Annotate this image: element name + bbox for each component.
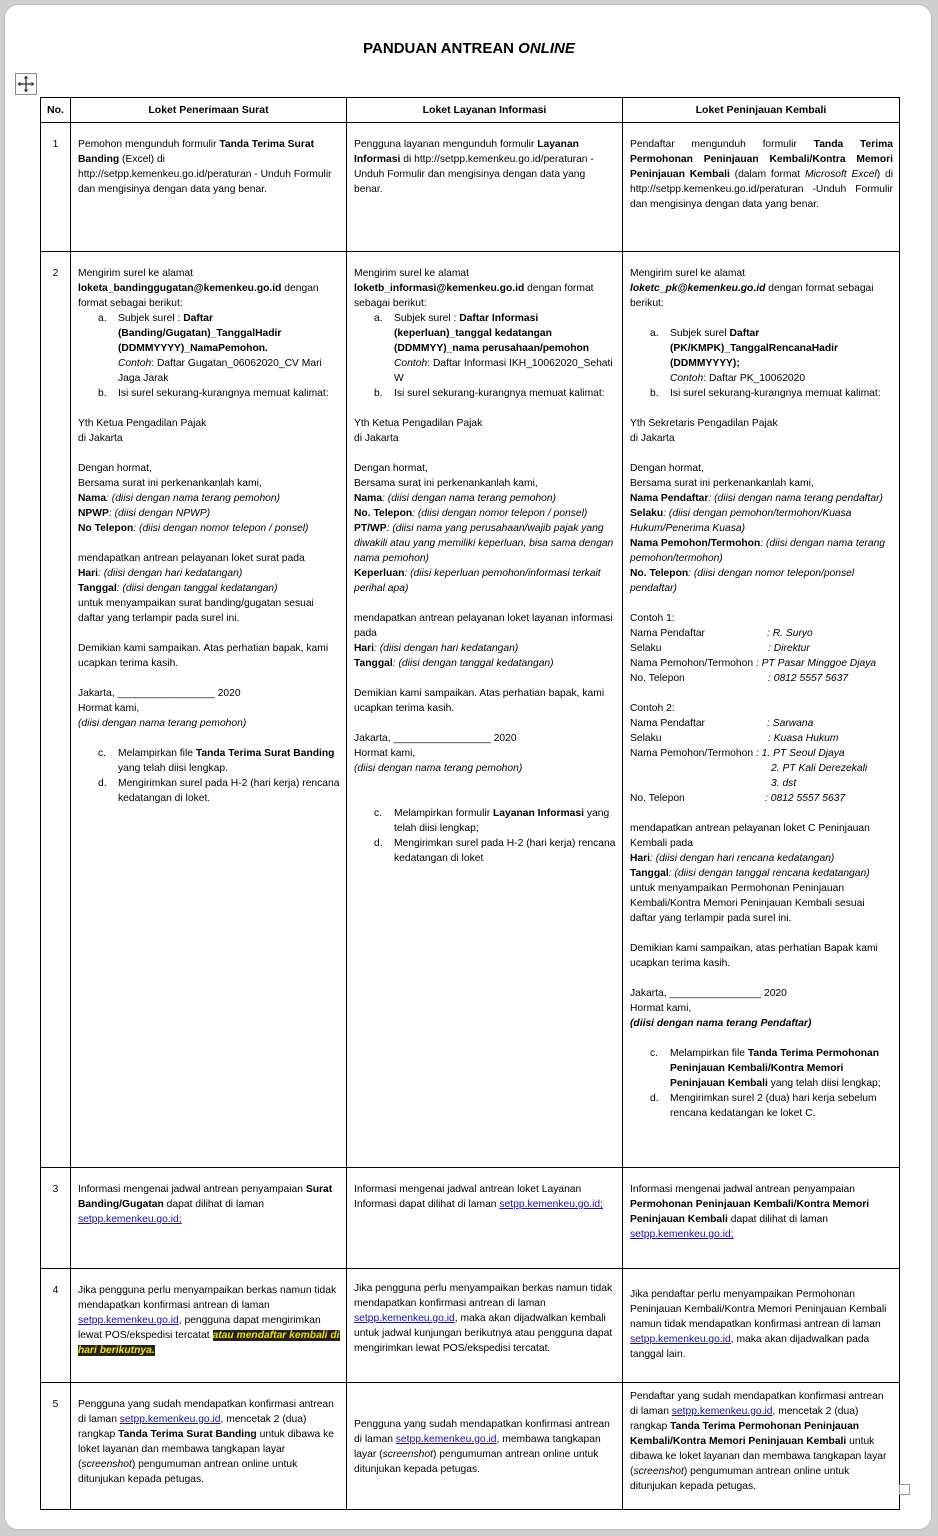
cell-peninjauan-kembali [623,1168,900,1269]
italic-text: : (diisi dengan tanggal rencana kedatangan) [668,868,870,879]
text: c. [374,808,383,819]
setpp-link[interactable]: setpp.kemenkeu.go.id; [499,1199,603,1210]
text: Pendaftar yang sudah mendapatkan konfirmasi antrean di laman [630,1391,884,1417]
list-item [78,386,340,401]
example-2 [630,701,893,806]
steps-list [78,746,340,806]
italic-text: : (diisi dengan hari kedatangan) [374,643,519,654]
italic-text: Contoh [394,358,428,369]
bold-text: Tanda Terima Permohonan Peninjauan Kembali/Kontra Memori Peninjauan Kembali [670,1048,880,1089]
email-address: loketb_informasi@kemenkeu.go.id [354,283,525,294]
text: Nama Pemohon/Termohon [630,748,754,759]
bold-text: No. Telepon [630,568,689,579]
cell-text: Pendaftar mengunduh formulir [630,139,814,150]
text: Nama Pendaftar [630,628,705,639]
header-loket-peninjauan-kembali: Loket Peninjauan Kembali [623,98,900,123]
text: untuk menyampaikan Permohonan Peninjauan Kembali/Kontra Memori Peninjauan Kembali sesuai daftar yang terlampir pada surel ini. [630,883,865,924]
text: : Daftar PK_10062020 [703,373,806,384]
italic-text: : Direktur [768,643,810,654]
bold-text: Hari [78,568,99,579]
cell-penerimaan-surat [71,1383,347,1510]
header-loket-layanan-informasi: Loket Layanan Informasi [347,98,623,123]
italic-text: : PT Pasar Minggoe Djaya [755,658,877,669]
italic-text: : (diisi dengan nama terang pemohon) [106,493,281,504]
cell-bold-text: Tanda Terima Permohonan Peninjauan Kembali/Kontra Memori Peninjauan Kembali [630,139,893,180]
letter-template [78,416,340,731]
cell-italic-text: Microsoft Excel [804,169,877,180]
text: a. [650,328,659,339]
text: a. [374,313,383,324]
italic-text: 3. dst [771,778,797,789]
italic-text: (diisi dengan nama terang pemohon) [78,718,247,729]
bold-text: No. Telepon [354,508,413,519]
text: Pengguna yang sudah mendapatkan konfirmasi antrean di laman [354,1419,610,1445]
text: ) pengumuman antrean online untuk ditunjukan kepada petugas. [630,1466,850,1492]
queue-guide-table [40,97,900,1510]
text: mendapatkan antrean pelayanan loket layanan informasi pada [354,613,613,639]
cell-bold-text: Tanda Terima Surat Banding [78,139,314,165]
text: Yth Sekretaris Pengadilan Pajak [630,418,778,429]
italic-text: screenshot [382,1449,433,1460]
text: yang telah diisi lengkap; [394,808,610,834]
bold-text: Hari [354,643,375,654]
text: Mengirimkan surel pada H-2 (hari kerja) rencana kedatangan di loket [394,838,616,864]
italic-text: Contoh [670,373,704,384]
table-row [41,123,900,252]
text: Subjek surel [670,328,730,339]
text: dengan format sebagai berikut: [78,283,319,309]
text: mendapatkan antrean pelayanan loket C Peninjauan Kembali pada [630,823,870,849]
bold-text: Tanggal [354,658,393,669]
text: No. Telepon [630,793,685,804]
text: Selaku [630,733,662,744]
italic-text: : (diisi dengan tanggal kedatangan) [392,658,554,669]
text: Dengan hormat, [78,463,152,474]
text: b. [374,388,383,399]
list-item [354,836,616,866]
steps-list [78,311,340,401]
setpp-link[interactable]: setpp.kemenkeu.go.id [671,1406,773,1417]
highlighted-text: atau mendaftar kembali di hari berikutnya. [78,1330,340,1356]
text: Jika pendaftar perlu menyampaikan Permohonan Peninjauan Kembali/Kontra Memori Peninjauan Kembali namun tidak mendapatkan konfirmasi antrean di laman [630,1289,887,1330]
text: Dengan hormat, [354,463,428,474]
cell-peninjauan-kembali [623,123,900,252]
text: , maka akan dijadwalkan pada tanggal lain. [630,1334,870,1360]
list-item [630,326,893,386]
text: Pengguna yang sudah mendapatkan konfirmasi antrean di laman [78,1399,334,1425]
table-row [41,1168,900,1269]
text: : Daftar Informasi IKH_10062020_Sehati W [394,358,613,384]
bold-text: Tanggal [78,583,117,594]
bold-text: Tanggal [630,868,669,879]
steps-list [630,1046,893,1121]
row-number: 1 [41,123,71,252]
table-row [41,1383,900,1510]
cell-layanan-informasi [347,123,623,252]
text: Informasi mengenai jadwal antrean loket Layanan Informasi dapat dilihat di laman [354,1184,582,1210]
text: dengan format sebagai berikut: [630,283,874,309]
text: Mengirimkan surel pada H-2 (hari kerja) rencana kedatangan di loket. [118,778,340,804]
bold-text: Keperluan [354,568,405,579]
letter-template [630,416,893,1031]
header-loket-penerimaan-surat: Loket Penerimaan Surat [71,98,347,123]
italic-text: (diisi dengan nama terang Pendaftar) [630,1018,812,1029]
text: Isi surel sekurang-kurangnya memuat kalimat: [394,388,605,399]
text: Melampirkan file [118,748,196,759]
bold-text: Selaku [630,508,664,519]
italic-text: : (diisi dengan hari kedatangan) [98,568,243,579]
italic-text: : (diisi dengan nama terang pemohon/termohon) [630,538,886,564]
italic-text: : Sarwana [767,718,814,729]
text: Jakarta, _________________ 2020 [354,733,517,744]
text: dapat dilihat di laman [727,1214,829,1225]
cell-penerimaan-surat [71,1269,347,1383]
bold-text: Daftar Informasi (keperluan)_tanggal kedatangan (DDMMYY)_nama perusahaan/pemohon [394,313,590,354]
text: , pengguna dapat mengirimkan lewat POS/ekspedisi tercatat [78,1315,321,1341]
text: b. [98,388,107,399]
list-item [630,1046,893,1091]
title-italic-text: ONLINE [518,40,575,57]
bold-text: Daftar (Banding/Gugatan)_TanggalHadir (DDMMYYYY)_NamaPemohon. [118,313,282,354]
text: Contoh 1: [630,613,675,624]
list-item [78,746,340,776]
bold-text: Layanan Informasi [493,808,584,819]
bold-text: Nama [78,493,107,504]
cell-peninjauan-kembali [623,1383,900,1510]
setpp-link[interactable]: setpp.kemenkeu.go.id; [78,1214,182,1225]
italic-text: : (diisi dengan nomor telepon / ponsel) [412,508,588,519]
text: Bersama surat ini perkenankanlah kami, [630,478,814,489]
italic-text: : 0812 5557 5637 [768,673,849,684]
setpp-link[interactable]: setpp.kemenkeu.go.id [78,1315,179,1326]
text: Jika pengguna perlu menyampaikan berkas namun tidak mendapatkan konfirmasi antrean di laman [78,1285,337,1311]
text: , mencetak 2 (dua) rangkap [630,1406,859,1432]
cell-penerimaan-surat [71,252,347,1168]
text: , maka akan dijadwalkan kembali untuk jadwal kunjungan berikutnya atau pengguna dapat mengirimkan lewat POS/ekspedisi tercatat. [354,1313,613,1354]
bold-text: Tanda Terima Permohonan Peninjauan Kembali/Kontra Memori Peninjauan Kembali [630,1421,860,1447]
bold-text: Tanda Terima Surat Banding [195,748,335,759]
text: di Jakarta [354,433,399,444]
list-item [78,311,340,386]
cell-layanan-informasi [347,1383,623,1510]
text: Isi surel sekurang-kurangnya memuat kalimat: [118,388,329,399]
bold-text: Hari [630,853,651,864]
cell-peninjauan-kembali [623,1269,900,1383]
bold-text: No Telepon [78,523,134,534]
cell-layanan-informasi [347,252,623,1168]
text: , mencetak 2 (dua) rangkap [78,1414,307,1440]
text: Melampirkan formulir [394,808,493,819]
text: No. Telepon [630,673,685,684]
table-header-row [41,98,900,123]
text: Mengirim surel ke alamat [78,268,194,279]
italic-text: (diisi dengan nama terang pemohon) [354,763,523,774]
italic-text: : (diisi dengan pemohon/termohon/Kuasa Hukum/Penerima Kuasa) [630,508,852,534]
example-1 [630,611,893,686]
text: d. [374,838,383,849]
italic-text: : (diisi dengan nomor telepon / ponsel) [133,523,309,534]
italic-text: : (diisi nama yang perusahaan/wajib pajak yang diwakili atau yang memiliki keperluan, bisa sama dengan nama pemohon) [354,523,614,564]
italic-text: : (diisi dengan nama terang pemohon) [382,493,557,504]
text: Mengirimkan surel 2 (dua) hari kerja sebelum rencana kedatangan ke loket C. [670,1093,877,1119]
text: Jakarta, ________________ 2020 [630,988,787,999]
text: b. [650,388,659,399]
italic-text: : (diisi dengan hari rencana kedatangan) [650,853,835,864]
table-move-handle-icon[interactable] [15,73,37,95]
text: Informasi mengenai jadwal antrean penyampaian [78,1184,306,1195]
text: Hormat kami, [354,748,416,759]
list-item [354,386,616,401]
row-number: 2 [41,252,71,1168]
text: Nama Pemohon/Termohon [630,658,754,669]
bold-text: PT/WP [354,523,387,534]
text: Bersama surat ini perkenankanlah kami, [354,478,538,489]
italic-text: : (diisi dengan nomor telepon/ponsel pendaftar) [630,568,855,594]
text: untuk dibawa ke loket layanan dan membawa tangkapan layar ( [78,1429,335,1470]
header-no: No. [41,98,71,123]
text: dapat dilihat di laman [163,1199,264,1210]
list-item [630,386,893,401]
italic-text: : Kuasa Hukum [768,733,839,744]
cell-text: ) di http://setpp.kemenkeu.go.id/peraturan -Unduh Formulir dan mengisinya dengan data yang benar. [630,169,893,210]
text: Subjek surel : [394,313,460,324]
document-title [0,40,938,57]
setpp-link[interactable]: setpp.kemenkeu.go.id [395,1434,497,1445]
text: Dengan hormat, [630,463,704,474]
italic-text: : R. Suryo [767,628,813,639]
text: Informasi mengenai jadwal antrean penyampaian [630,1184,855,1195]
italic-text: 2. PT Kali Derezekali [771,763,868,774]
setpp-link[interactable]: setpp.kemenkeu.go.id [630,1334,731,1345]
cell-layanan-informasi [347,1168,623,1269]
text: Demikian kami sampaikan. Atas perhatian bapak, kami ucapkan terima kasih. [78,643,329,669]
text: Demikian kami sampaikan. Atas perhatian bapak, kami ucapkan terima kasih. [354,688,605,714]
text: Demikian kami sampaikan, atas perhatian Bapak kami ucapkan terima kasih. [630,943,878,969]
title-text: PANDUAN ANTREAN [363,40,519,57]
text: Jakarta, _________________ 2020 [78,688,241,699]
cell-peninjauan-kembali [623,252,900,1168]
text: Melampirkan file [670,1048,748,1059]
text: c. [98,748,107,759]
setpp-link[interactable]: setpp.kemenkeu.go.id [119,1414,221,1425]
email-address: loketa_bandinggugatan@kemenkeu.go.id [78,283,282,294]
list-item [354,311,616,386]
row-number: 3 [41,1168,71,1269]
text: mendapatkan antrean pelayanan loket surat pada [78,553,305,564]
italic-text: : (diisi dengan NPWP) [108,508,211,519]
cell-text: di http://setpp.kemenkeu.go.id/peraturan - Unduh Formulir dan mengisinya dengan data yang benar. [354,154,594,195]
text: Subjek surel : [118,313,184,324]
row-number: 4 [41,1269,71,1383]
bold-text: Nama Pendaftar [630,493,709,504]
text: untuk menyampaikan surat banding/gugatan sesuai daftar yang terlampir pada surel ini. [78,598,314,624]
italic-text: : 0812 5557 5637 [765,793,846,804]
text: Hormat kami, [630,1003,692,1014]
text: a. [98,313,107,324]
bold-text: Nama [354,493,383,504]
bold-text: Permohonan Peninjauan Kembali/Kontra Memori Peninjauan Kembali [630,1199,870,1225]
row-number: 5 [41,1383,71,1510]
italic-text: screenshot [81,1459,132,1470]
text: Contoh 2: [630,703,675,714]
text: di Jakarta [630,433,675,444]
cell-text: Pengguna layanan mengunduh formulir [354,139,538,150]
text: Mengirim surel ke alamat [354,268,470,279]
bold-text: NPWP [78,508,109,519]
bold-text: Surat Banding/Gugatan [78,1184,333,1210]
bold-text: Daftar (PK/KMPK)_TanggalRencanaHadir (DDMMYYYY); [670,328,839,369]
list-item [78,776,340,806]
bold-text: Tanda Terima Surat Banding [118,1429,257,1440]
text: : Daftar Gugatan_06062020_CV Mari Jaga Jarak [118,358,322,384]
steps-list [630,326,893,401]
italic-text: Contoh [118,358,152,369]
table-row [41,1269,900,1383]
cell-text: (dalam format [729,169,805,180]
text: Hormat kami, [78,703,140,714]
italic-text: : (diisi keperluan pemohon/informasi terkait perihal apa) [354,568,601,594]
email-intro [354,266,616,311]
text: dengan format sebagai berikut: [354,283,594,309]
setpp-link[interactable]: setpp.kemenkeu.go.id; [630,1229,734,1240]
cell-layanan-informasi [347,1269,623,1383]
email-address: loketc_pk@kemenkeu.go.id [630,283,766,294]
setpp-link[interactable]: setpp.kemenkeu.go.id [354,1313,455,1324]
text: Yth Ketua Pengadilan Pajak [78,418,207,429]
text: untuk dibawa ke loket layanan dan membawa tangkapan layar ( [630,1436,887,1477]
text: Yth Ketua Pengadilan Pajak [354,418,483,429]
text: Mengirim surel ke alamat [630,268,746,279]
text: , membawa tangkapan layar ( [354,1434,601,1460]
table-resize-handle[interactable] [899,1484,910,1495]
cell-text: Pemohon mengunduh formulir [78,139,220,150]
text: d. [98,778,107,789]
cell-penerimaan-surat [71,123,347,252]
text: Isi surel sekurang-kurangnya memuat kalimat: [670,388,881,399]
text: ) pengumuman antrean online untuk ditunjukan kepada petugas. [354,1449,599,1475]
text: yang telah diisi lengkap. [118,763,228,774]
italic-text: screenshot [633,1466,684,1477]
move-arrows-icon [16,74,36,94]
cell-text: (Excel) di http://setpp.kemenkeu.go.id/peraturan - Unduh Formulir dan mengisinya dengan data yang benar. [78,154,332,195]
text: ) pengumuman antrean online untuk ditunjukan kepada petugas. [78,1459,298,1485]
text: Selaku [630,643,662,654]
text: yang telah diisi lengkap; [767,1078,881,1089]
steps-list [354,311,616,401]
text: di Jakarta [78,433,123,444]
cell-bold-text: Layanan Informasi [354,139,579,165]
italic-text: : (diisi dengan tanggal kedatangan) [116,583,278,594]
text: Nama Pendaftar [630,718,705,729]
text: d. [650,1093,659,1104]
cell-penerimaan-surat [71,1168,347,1269]
list-item [630,1091,893,1121]
letter-template [354,416,616,776]
text: Jika pengguna perlu menyampaikan berkas namun tidak mendapatkan konfirmasi antrean di laman [354,1283,613,1309]
bold-text: Nama Pemohon/Termohon [630,538,761,549]
italic-text: : 1. PT Seoul Djaya [755,748,845,759]
list-item [354,806,616,836]
table-row [41,252,900,1168]
email-intro [630,266,893,311]
email-intro [78,266,340,311]
steps-list [354,806,616,866]
text: c. [650,1048,659,1059]
text: Bersama surat ini perkenankanlah kami, [78,478,262,489]
italic-text: : (diisi dengan nama terang pendaftar) [708,493,883,504]
